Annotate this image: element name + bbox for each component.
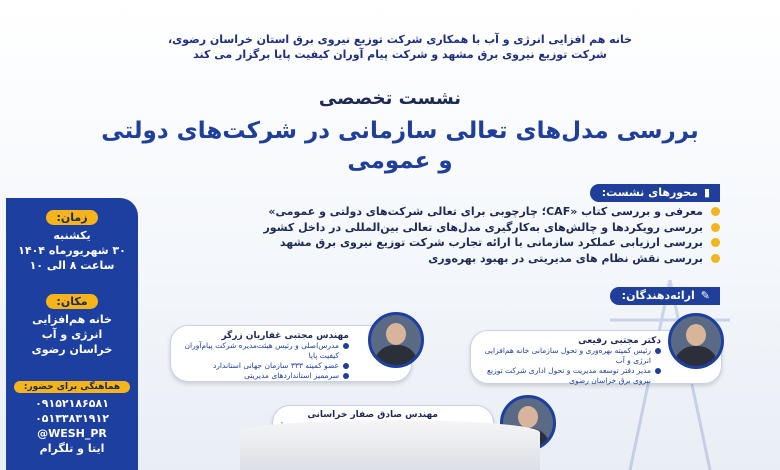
presenters-header <box>610 287 720 305</box>
role-text: مدیر دفتر توسعه مدیریت و تحول اداری شرکت توزیع نیروی برق خراسان رضوی <box>487 366 651 385</box>
list-item <box>200 220 720 236</box>
topic-text: بررسی ارزیابی عملکرد سازمانی با ارائه تجارب شرکت توزیع نیروی برق مشهد <box>279 236 703 249</box>
place-label: مکان: <box>46 294 97 309</box>
presenter-photo <box>668 313 724 369</box>
pen-icon: ✎ <box>700 289 710 302</box>
role-text: عضو کمیته ۳۳۳ سازمان جهانی استاندارد <box>212 361 339 370</box>
presenter-role <box>179 361 349 371</box>
list-item <box>200 251 720 267</box>
time-line: ۳۰ شهریورماه ۱۴۰۴ <box>18 244 126 257</box>
time-block <box>6 206 138 273</box>
intro-line: خانه هم افزایی انرژی و آب با همکاری شرکت توزیع نیروی برق استان خراسان رضوی، <box>167 33 633 46</box>
bullet-icon <box>343 343 349 349</box>
topics-header-label: محورهای نشست: <box>601 186 698 199</box>
presenter-name: مهندس صادق صفار خراسانی <box>307 410 438 420</box>
bullet-icon <box>711 254 720 263</box>
role-text: رئیس کمیته بهره‌وری و تحول سازمانی خانه هم‌افزایی انرژی و آب <box>484 346 651 365</box>
topics-list <box>200 204 720 266</box>
presenter-name: دکتر مجتبی رفیعی <box>578 336 661 346</box>
topic-text: معرفی و بررسی کتاب «CAF؛ چارچوبی برای تعالی شرکت‌های دولتی و عمومی» <box>268 205 703 218</box>
presenter-role <box>481 346 661 366</box>
bullet-icon <box>711 223 720 232</box>
role-text: سرممیز استانداردهای مدیریتی <box>244 371 339 380</box>
bullet-icon <box>343 373 349 379</box>
bullet-icon <box>711 238 720 247</box>
phone-number[interactable]: ۰۹۱۵۲۱۸۶۵۸۱ <box>35 397 109 410</box>
presenters-header-label: ارائه‌دهندگان: <box>621 289 695 302</box>
contact-block <box>6 374 138 456</box>
bullet-icon <box>655 368 661 374</box>
topic-text: بررسی رویکردها و چالش‌های به‌کارگیری مدل‌های تعالی بین‌المللی در داخل کشور <box>263 220 703 234</box>
title-line: و عمومی <box>347 148 453 174</box>
bullet-icon <box>343 363 349 369</box>
event-type: نشست تخصصی <box>318 88 462 109</box>
social-handle[interactable]: @WESH_PR <box>37 427 107 440</box>
presenter-role <box>179 341 349 361</box>
place-line: خانه هم‌افزایی <box>32 313 112 326</box>
info-sidebar <box>6 198 138 470</box>
time-line: ساعت ۸ الی ۱۰ <box>29 259 115 272</box>
bullet-icon <box>655 348 661 354</box>
presenter-info <box>481 336 661 386</box>
contact-label: هماهنگی برای حضور: <box>14 381 130 393</box>
open-book-illustration <box>240 420 540 470</box>
role-text: مدرس‌اصلی و رئیس هیئت‌مدیره شرکت پیام‌آوران کیفیت پایا <box>184 341 339 360</box>
time-label: زمان: <box>46 210 97 225</box>
list-item <box>200 235 720 251</box>
list-item <box>200 204 720 220</box>
place-line: خراسان رضوی <box>31 343 113 356</box>
place-line: انرژی و آب <box>41 328 103 341</box>
place-block <box>6 290 138 357</box>
book-icon: ▮ <box>703 186 710 199</box>
time-line: یکشنبه <box>53 229 91 242</box>
presenter-role <box>481 366 661 386</box>
messenger-apps: ایتا و تلگرام <box>39 442 105 455</box>
presenter-name: مهندس مجتبی غفاریان زرگر <box>221 331 349 341</box>
presenter-info <box>179 331 349 381</box>
presenter-role <box>179 371 349 381</box>
event-title <box>100 116 700 176</box>
intro-line: شرکت توزیع نیروی برق مشهد و شرکت پیام آوران کیفیت پایا برگزار می کند <box>193 48 607 61</box>
bullet-icon <box>711 207 720 216</box>
topics-header <box>590 184 720 202</box>
intro-text <box>150 32 650 62</box>
topic-text: بررسی نقش نظام های مدیریتی در بهبود بهره‌وری <box>428 251 703 265</box>
presenter-photo <box>368 312 424 368</box>
title-line: بررسی مدل‌های تعالی سازمانی در شرکت‌های دولتی <box>101 118 699 144</box>
phone-number[interactable]: ۰۵۱۳۳۸۳۱۹۱۲ <box>35 412 109 425</box>
